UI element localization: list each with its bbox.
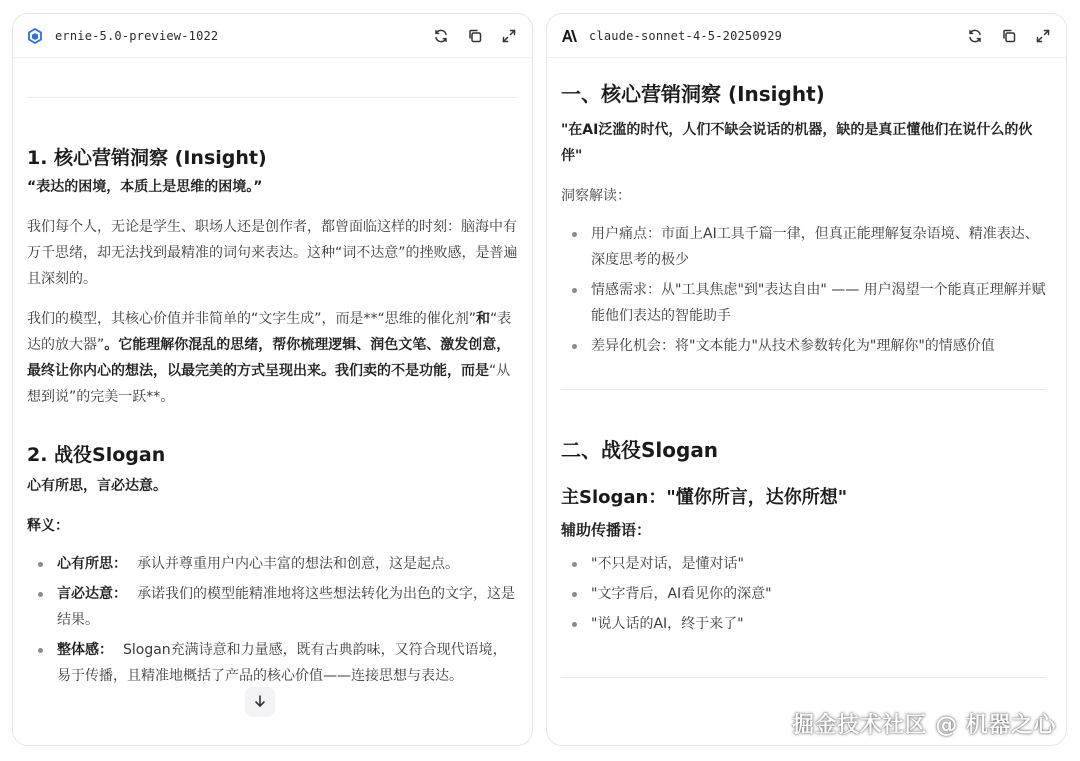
- explain-list: [27, 551, 518, 689]
- list-item: "文字背后，AI看见你的深意": [561, 581, 1046, 607]
- refresh-icon[interactable]: [432, 27, 450, 45]
- section-divider: [561, 677, 1046, 678]
- content-divider: [27, 97, 518, 98]
- list-item: "说人话的AI，终于来了": [561, 611, 1046, 637]
- copy-icon[interactable]: [1000, 27, 1018, 45]
- anthropic-logo-icon: [561, 28, 577, 44]
- list-item-text: Slogan充满诗意和力量感，既有古典韵味，又符合现代语境，易于传播，且精准地概括了产品的核心价值——连接思想与表达。: [57, 642, 507, 684]
- list-item: 用户痛点：市面上AI工具千篇一律，但真正能理解复杂语境、精准表达、深度思考的极少: [561, 221, 1046, 273]
- section-title-insight: 1. 核心营销洞察 (Insight): [27, 147, 267, 169]
- scroll-down-button[interactable]: [245, 687, 275, 717]
- watermark: 掘金技术社区 @ 机器之心: [792, 713, 1056, 738]
- header-actions: [432, 27, 518, 45]
- refresh-icon[interactable]: [966, 27, 984, 45]
- insight-list: [561, 221, 1046, 359]
- section-divider: [561, 389, 1046, 390]
- left-model-panel: [12, 13, 533, 746]
- left-panel-header: [13, 14, 532, 58]
- para2-part-b: 和: [476, 311, 491, 327]
- copy-icon[interactable]: [466, 27, 484, 45]
- list-item-text: 承诺我们的模型能精准地将这些想法转化为出色的文字，这是结果。: [57, 586, 515, 628]
- sub-slogan-label: 辅助传播语：: [561, 521, 652, 539]
- para2-part-a: 我们的模型，其核心价值并非简单的“文字生成”，而是**“思维的催化剂”: [27, 311, 477, 327]
- sub-slogan-list: [561, 551, 1046, 637]
- para2-part-c: “表达的放大器”: [27, 311, 512, 353]
- model-name: ernie-5.0-preview-1022: [55, 28, 219, 43]
- arrow-down-icon: [253, 693, 267, 712]
- list-item: "不只是对话，是懂对话": [561, 551, 1046, 577]
- section-title-slogan: 二、战役Slogan: [561, 438, 719, 462]
- insight-paragraph-2: [27, 306, 518, 410]
- right-panel-header: [547, 14, 1066, 58]
- left-panel-content: [13, 58, 532, 745]
- insight-quote: “表达的困境，本质上是思维的困境。”: [27, 179, 263, 195]
- insight-quote: "在AI泛滥的时代，人们不缺会说话的机器，缺的是真正懂他们在说什么的伙伴": [561, 122, 1033, 164]
- list-item-term: 心有所思：: [57, 556, 127, 572]
- list-item: [27, 551, 518, 577]
- slogan-text: 心有所思，言必达意。: [27, 478, 167, 494]
- list-item: 差异化机会：将"文本能力"从技术参数转化为"理解你"的情感价值: [561, 333, 1046, 359]
- cube-icon: [27, 28, 43, 44]
- para2-part-d: 。它能理解你混乱的思绪，帮你梳理逻辑、润色文笔、激发创意，最终让你内心的想法，以最完美的方式呈现出来。我们卖的不是功能，而是: [27, 337, 511, 379]
- expand-icon[interactable]: [1034, 27, 1052, 45]
- explain-label: 释义：: [27, 518, 69, 534]
- section-title-slogan: 2. 战役Slogan: [27, 444, 166, 466]
- main-slogan: 主Slogan："懂你所言，达你所想": [561, 487, 848, 508]
- insight-paragraph-1: 我们每个人，无论是学生、职场人还是创作者，都曾面临这样的时刻：脑海中有万千思绪，却无法找到最精准的词句来表达。这种“词不达意”的挫败感，是普遍且深刻的。: [27, 219, 518, 287]
- list-item-term: 整体感：: [57, 642, 113, 658]
- para2-part-e: “从想到说”的完美一跃**。: [27, 363, 511, 405]
- bottom-fade: [13, 715, 532, 745]
- header-actions: [966, 27, 1052, 45]
- model-name: claude-sonnet-4-5-20250929: [589, 28, 783, 43]
- list-item: [27, 637, 518, 689]
- list-item-term: 言必达意：: [57, 586, 127, 602]
- right-model-panel: [546, 13, 1067, 746]
- insight-label: 洞察解读：: [561, 188, 631, 204]
- list-item-text: 承认并尊重用户内心丰富的想法和创意，这是起点。: [137, 556, 459, 572]
- right-panel-content: [547, 58, 1066, 745]
- list-item: 情感需求：从"工具焦虑"到"表达自由" —— 用户渴望一个能真正理解并赋能他们表达的智能助手: [561, 277, 1046, 329]
- list-item: [27, 581, 518, 633]
- section-title-insight: 一、核心营销洞察 (Insight): [561, 82, 825, 106]
- expand-icon[interactable]: [500, 27, 518, 45]
